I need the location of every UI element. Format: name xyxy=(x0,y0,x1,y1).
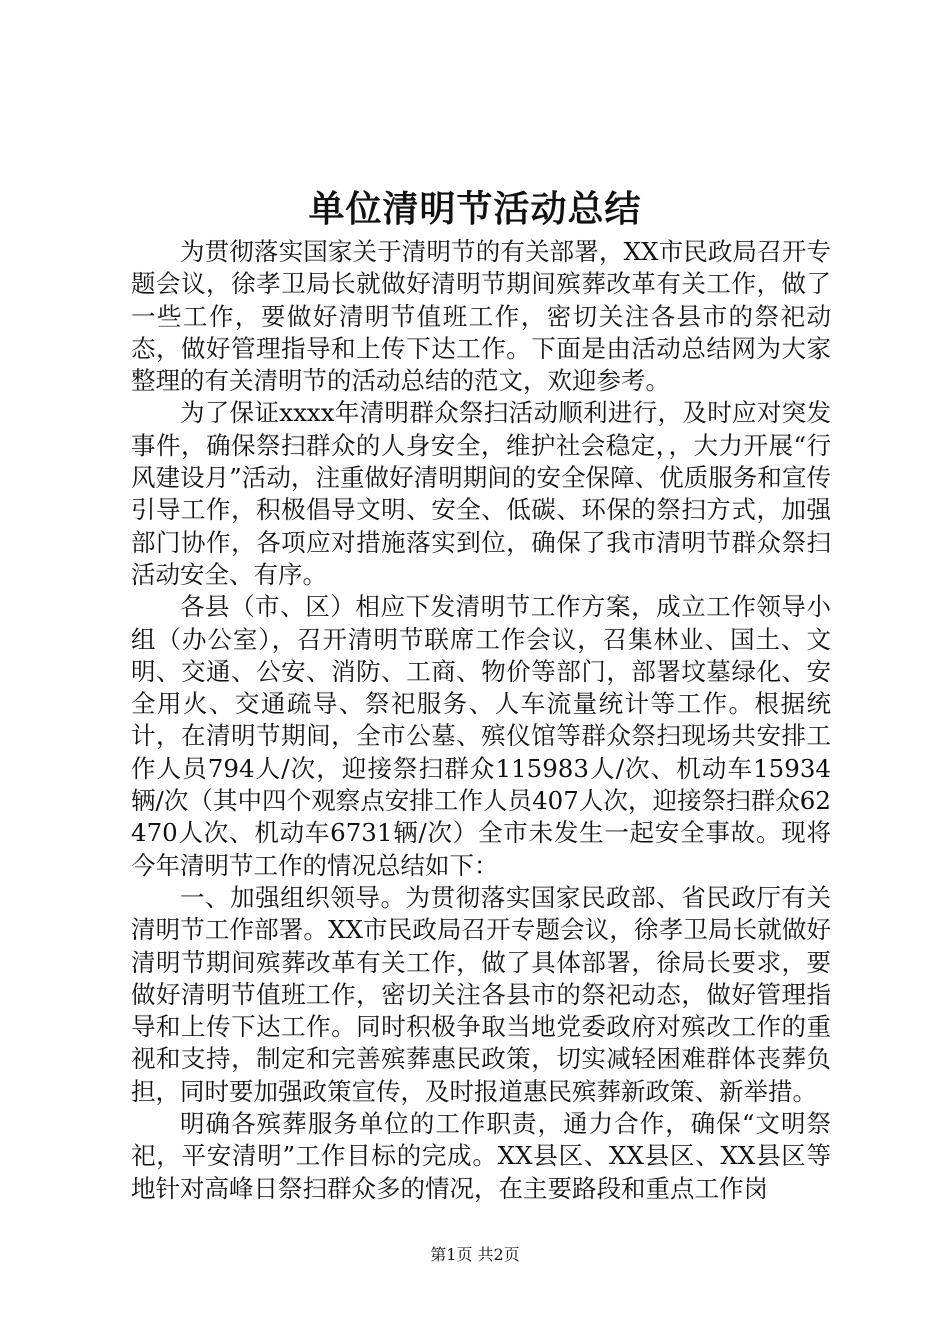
paragraph-organization: 一、加强组织领导。为贯彻落实国家民政部、省民政厅有关清明节工作部署。XX市民政局召开专题会议，徐孝卫局长就做好清明节期间殡葬改革有关工作，做了具体部署，徐局长要求，要做好清明节值班工作，密切关注各县市的祭祀动态，做好管理指导和上传下达工作。同时积极争取当地党委政府对殡改工作的重视和支持，制定和完善殡葬惠民政策，切实减轻困难群体丧葬负担，同时要加强政策宣传，及时报道惠民殡葬新政策、新举措。 xyxy=(131,882,831,1106)
paragraph-purpose: 为了保证xxxx年清明群众祭扫活动顺利进行，及时应对突发事件，确保祭扫群众的人身安全，维护社会稳定，，大力开展“行风建设月”活动，注重做好清明期间的安全保障、优质服务和宣传引导工作，积极倡导文明、安全、低碳、环保的祭扫方式，加强部门协作，各项应对措施落实到位，确保了我市清明节群众祭扫活动安全、有序。 xyxy=(131,398,831,589)
document-body xyxy=(131,236,831,1205)
page-footer: 第1页 共2页 xyxy=(430,1245,520,1264)
paragraph-statistics: 各县（市、区）相应下发清明节工作方案，成立工作领导小组（办公室），召开清明节联席工作会议，召集林业、国土、文明、交通、公安、消防、工商、物价等部门，部署坟墓绿化、安全用火、交通疏导、祭祀服务、人车流量统计等工作。根据统计，在清明节期间，全市公墓、殡仪馆等群众祭扫现场共安排工作人员794人/次，迎接祭扫群众115983人/次、机动车15934辆/次（其中四个观察点安排工作人员407人次，迎接祭扫群众62470人次、机动车6731辆/次）全市未发生一起安全事故。现将今年清明节工作的情况总结如下： xyxy=(131,592,831,880)
document-title: 单位清明节活动总结 xyxy=(308,188,642,230)
paragraph-intro: 为贯彻落实国家关于清明节的有关部署，XX市民政局召开专题会议，徐孝卫局长就做好清明节期间殡葬改革有关工作，做了一些工作，要做好清明节值班工作，密切关注各县市的祭祀动态，做好管理指导和上传下达工作。下面是由活动总结网为大家整理的有关清明节的活动总结的范文，欢迎参考。 xyxy=(131,237,831,396)
paragraph-responsibilities: 明确各殡葬服务单位的工作职责，通力合作，确保“文明祭祀，平安清明”工作目标的完成。XX县区、XX县区、XX县区等地针对高峰日祭扫群众多的情况，在主要路段和重点工作岗 xyxy=(131,1109,831,1203)
